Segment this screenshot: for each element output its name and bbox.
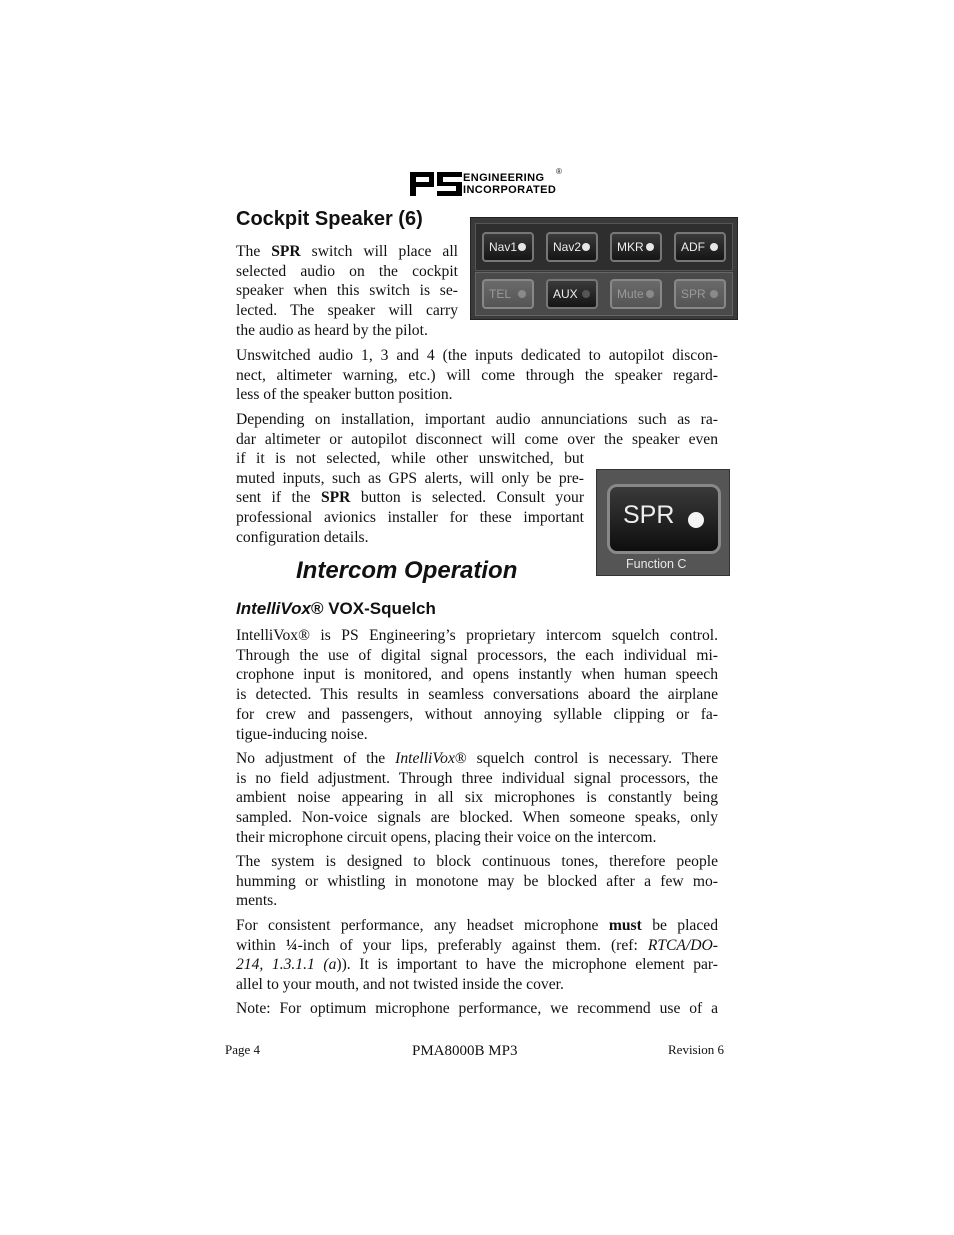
italic-ref: RTCA/DO- xyxy=(647,936,718,954)
text-line xyxy=(236,242,458,262)
text-line: The system is designed to block continuous tones, therefore people xyxy=(236,853,718,870)
paragraph-annunciations xyxy=(236,410,718,449)
button-label: Mute xyxy=(617,287,644,301)
button-label: AUX xyxy=(553,287,578,301)
paragraph-note xyxy=(236,999,718,1019)
section-title-intercom-operation: Intercom Operation xyxy=(296,557,518,584)
text-line: for crew and passengers, without annoying syllable clipping or fa- xyxy=(236,705,718,723)
text-span: switch will place all xyxy=(300,243,458,260)
text-line: if it is not selected, while other unswitched, but xyxy=(236,450,584,467)
text-line: muted inputs, such as GPS alerts, will only be pre- xyxy=(236,469,584,487)
button-label: TEL xyxy=(489,287,512,301)
text-span: For consistent performance, any headset microphone xyxy=(236,917,609,934)
audio-panel-buttons-image xyxy=(470,217,738,320)
bold-spr: SPR xyxy=(271,243,301,260)
footer-document-title: PMA8000B MP3 xyxy=(412,1043,518,1059)
panel-button-mkr xyxy=(610,232,662,262)
spr-button-image xyxy=(596,469,730,576)
text-line: is detected. This results in seamless conversations aboard the airplane xyxy=(236,686,718,704)
text-span: ® squelch control is necessary. There xyxy=(454,750,718,767)
button-label: Nav2 xyxy=(553,240,582,254)
subsection-title-intellivox xyxy=(236,599,436,619)
led-icon xyxy=(646,290,654,298)
text-line: sampled. Non-voice signals are blocked. When someone speaks, only xyxy=(236,809,718,827)
bold-must: must xyxy=(608,917,642,934)
panel-button-mute xyxy=(610,279,662,309)
italic-intellivox: IntelliVox xyxy=(395,750,455,767)
italic-ref: 214, 1.3.1.1 (a xyxy=(236,956,337,974)
paragraph-no-adjustment xyxy=(236,749,718,848)
panel-button-spr xyxy=(674,279,726,309)
bold-spr: SPR xyxy=(320,489,351,507)
led-icon xyxy=(710,290,718,298)
footer-page-number: Page 4 xyxy=(225,1042,261,1057)
text-span: be placed xyxy=(641,917,718,934)
text-line: lected. The speaker will carry xyxy=(236,302,458,320)
subtitle-italic: IntelliVox xyxy=(236,599,311,618)
text-span: The xyxy=(236,243,272,260)
paragraph-spr-switch xyxy=(236,242,458,341)
logo-registered-mark: ® xyxy=(556,167,562,176)
paragraph-unswitched-audio xyxy=(236,346,718,405)
bold-quarter: ¼ xyxy=(285,936,298,954)
text-line: Note: For optimum microphone performance, we recommend use of a xyxy=(236,1000,718,1017)
panel-button-nav1 xyxy=(482,232,534,262)
spr-function-label: Function C xyxy=(626,557,687,571)
text-span: sent if the xyxy=(236,489,321,507)
text-span: -inch of your lips, preferably against them. (ref: xyxy=(297,936,648,954)
footer-revision: Revision 6 xyxy=(668,1042,724,1057)
text-line: nect, altimeter warning, etc.) will come through the speaker regard- xyxy=(236,366,718,384)
led-icon xyxy=(518,290,526,298)
paragraph-continuous-tones xyxy=(236,852,718,911)
ps-logo-icon xyxy=(410,172,462,196)
subtitle-rest: ® VOX-Squelch xyxy=(310,599,436,618)
text-line: less of the speaker button position. xyxy=(236,386,453,404)
text-line: allel to your mouth, and not twisted inside the cover. xyxy=(236,976,564,994)
text-line: the audio as heard by the pilot. xyxy=(236,321,428,339)
text-line: is no field adjustment. Through three individual signal processors, the xyxy=(236,769,718,787)
text-line: crophone input is monitored, and opens instantly when human speech xyxy=(236,666,718,684)
text-line: dar altimeter or autopilot disconnect will come over the speaker even xyxy=(236,430,718,448)
text-line: Through the use of digital signal processors, the each individual mi- xyxy=(236,646,718,664)
logo-line-1: ENGINEERING xyxy=(463,172,545,184)
text-span: button is selected. Consult your xyxy=(350,489,585,507)
panel-row-1 xyxy=(475,223,733,271)
led-icon xyxy=(646,243,654,251)
text-line: tigue-inducing noise. xyxy=(236,725,368,743)
panel-button-tel xyxy=(482,279,534,309)
text-line: Depending on installation, important audio annunciations such as ra- xyxy=(236,411,718,428)
panel-button-nav2 xyxy=(546,232,598,262)
text-line xyxy=(236,488,584,508)
panel-row-2 xyxy=(475,272,733,316)
button-label: ADF xyxy=(681,240,705,254)
text-line: ments. xyxy=(236,892,278,910)
led-icon xyxy=(710,243,718,251)
text-line xyxy=(236,936,718,956)
button-label: Nav1 xyxy=(489,240,518,254)
text-line xyxy=(236,749,718,769)
text-line: their microphone circuit opens, placing their voice on the intercom. xyxy=(236,828,657,846)
led-icon xyxy=(582,243,590,251)
text-line: humming or whistling in monotone may be blocked after a few mo- xyxy=(236,872,718,890)
text-line: Unswitched audio 1, 3 and 4 (the inputs dedicated to autopilot discon- xyxy=(236,347,718,364)
button-label: SPR xyxy=(681,287,706,301)
text-line: selected audio on the cockpit xyxy=(236,262,458,280)
spr-button-label: SPR xyxy=(623,501,675,529)
text-line xyxy=(236,916,718,936)
led-icon xyxy=(582,290,590,298)
text-span: )). It is important to have the microphone element par- xyxy=(336,956,718,974)
panel-button-aux xyxy=(546,279,598,309)
led-icon xyxy=(688,512,704,528)
button-label: MKR xyxy=(617,240,644,254)
text-span: within xyxy=(236,936,286,954)
panel-button-adf xyxy=(674,232,726,262)
section-title-cockpit-speaker: Cockpit Speaker (6) xyxy=(236,208,423,230)
text-line: speaker when this switch is se- xyxy=(236,282,458,300)
text-span: No adjustment of the xyxy=(236,750,396,767)
text-line: professional avionics installer for these important xyxy=(236,509,584,527)
text-line: IntelliVox® is PS Engineering’s proprietary intercom squelch control. xyxy=(236,627,718,644)
led-icon xyxy=(518,243,526,251)
paragraph-annunciations-cont xyxy=(236,449,584,548)
spr-button-face xyxy=(607,484,721,554)
ps-engineering-logo xyxy=(410,167,570,198)
text-line: configuration details. xyxy=(236,528,369,546)
paragraph-intellivox-intro xyxy=(236,626,718,744)
logo-line-2: INCORPORATED xyxy=(463,184,557,196)
text-line xyxy=(236,955,718,975)
text-line: ambient noise appearing in all six microphones is constantly being xyxy=(236,789,718,807)
paragraph-microphone-placement xyxy=(236,916,718,995)
